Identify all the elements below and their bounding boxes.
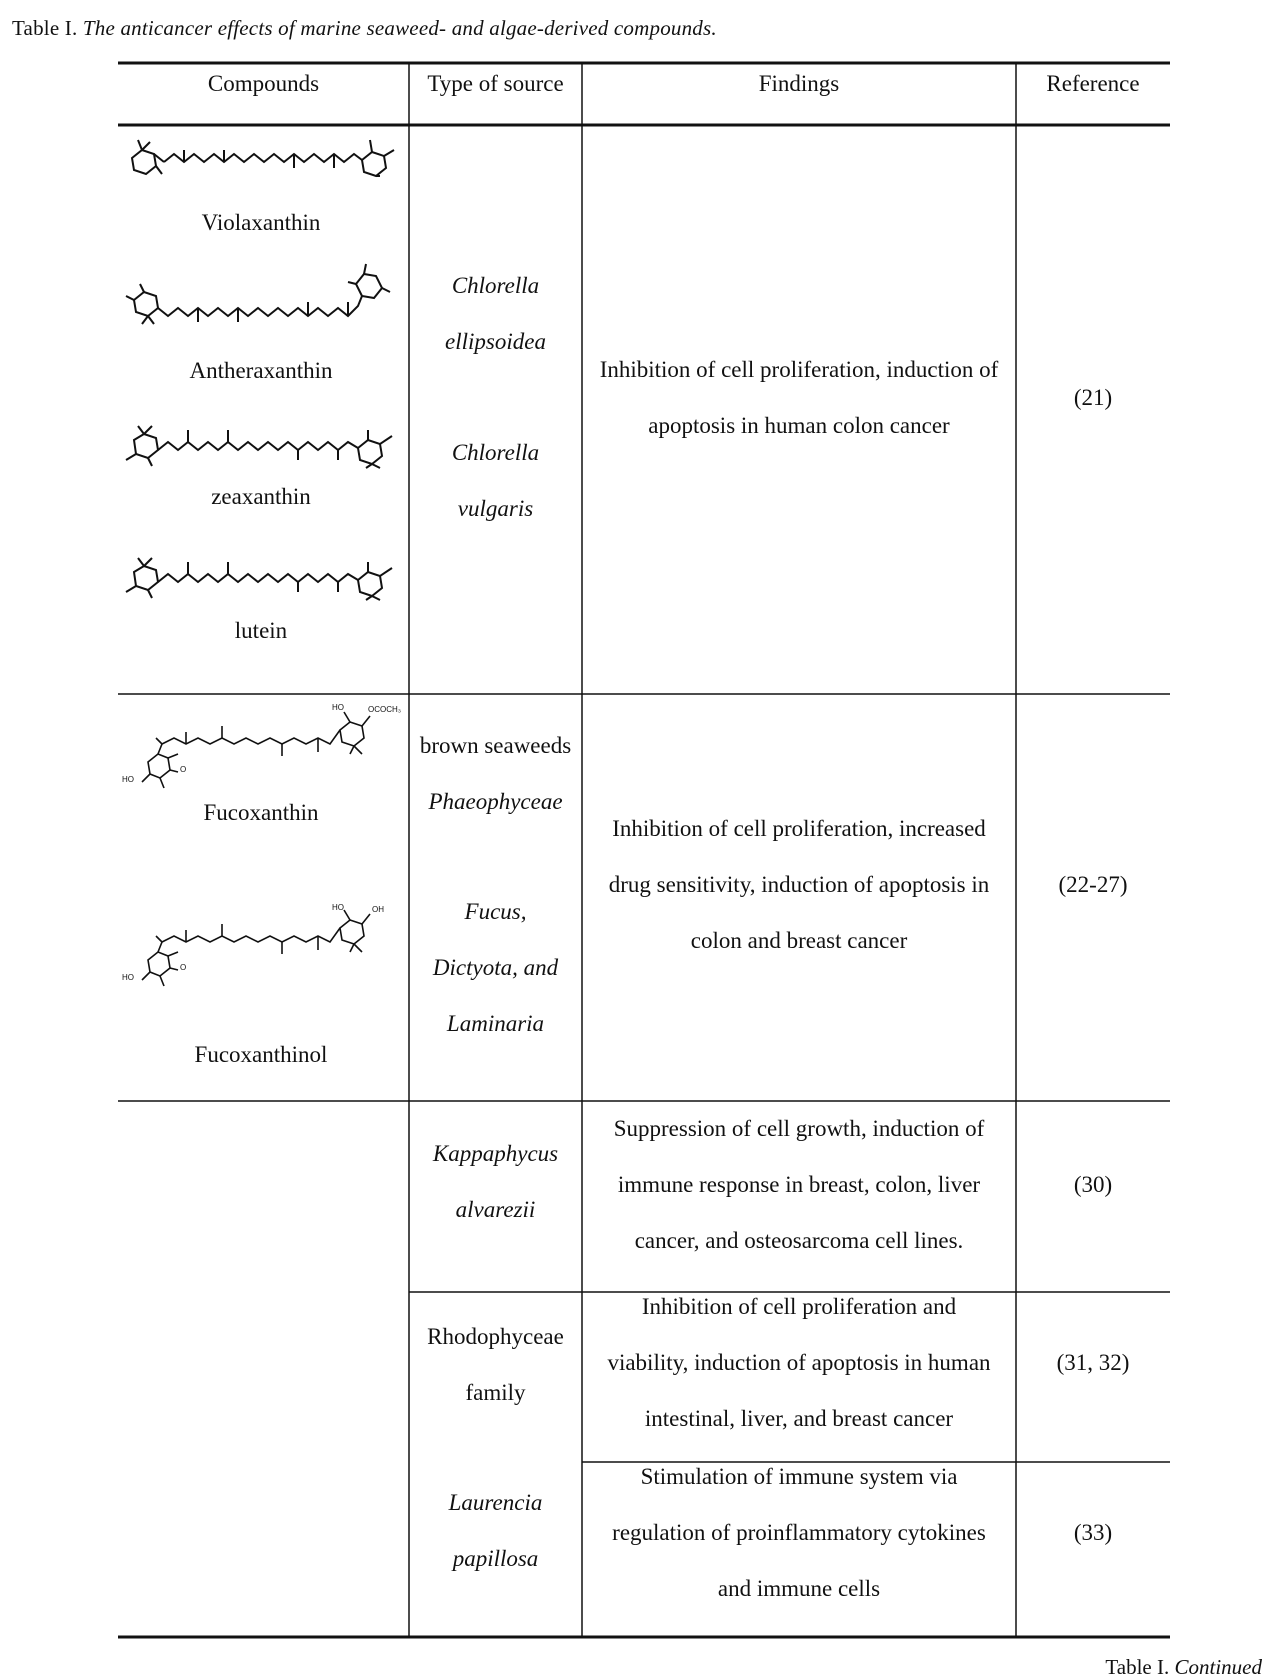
header-findings: Findings [758, 71, 840, 96]
reference-group1: (21) [1073, 385, 1113, 410]
findings-line: Suppression of cell growth, induction of [613, 1116, 985, 1141]
findings-line: cancer, and osteosarcoma cell lines. [634, 1228, 964, 1253]
compound-antheraxanthin: Antheraxanthin [189, 358, 333, 383]
source-line: family [465, 1380, 526, 1405]
reference-group3: (30) [1073, 1172, 1113, 1197]
source-chlorella-vulgaris [409, 425, 582, 537]
source-chlorella-ellipsoidea [409, 258, 582, 370]
findings-line: regulation of proinflammatory cytokines [612, 1520, 986, 1545]
source-line: Fucus, [464, 899, 527, 924]
source-line: alvarezii [455, 1197, 536, 1222]
source-laurencia-papillosa [409, 1475, 582, 1587]
footer-prefix: Table I. [1105, 1655, 1170, 1679]
lutein-structure [118, 552, 404, 602]
source-line: Chlorella [451, 273, 540, 298]
fucol-label-ho-bottom: HO [122, 973, 134, 982]
caption-prefix: Table I. [12, 16, 78, 40]
compound-fucoxanthin: Fucoxanthin [203, 800, 319, 825]
findings-line: apoptosis in human colon cancer [648, 413, 950, 438]
findings-line: drug sensitivity, induction of apoptosis in [608, 872, 990, 897]
findings-group3 [582, 1101, 1016, 1269]
source-rhodophyceae-family [409, 1309, 582, 1421]
reference-group5: (33) [1073, 1520, 1113, 1545]
compound-violaxanthin: Violaxanthin [201, 210, 321, 235]
source-fucus-dictyota-laminaria [409, 884, 582, 1052]
fucoxanthin-structure [118, 700, 404, 800]
compound-fucoxanthinol: Fucoxanthinol [194, 1042, 328, 1067]
zeaxanthin-structure [118, 420, 404, 470]
fucol-label-oh: OH [372, 905, 384, 914]
antheraxanthin-structure [118, 262, 404, 342]
source-line: papillosa [452, 1546, 539, 1571]
fucoxanthinol-structure [118, 898, 404, 998]
findings-line: Inhibition of cell proliferation, increased [612, 816, 986, 841]
source-line: Chlorella [451, 440, 540, 465]
findings-line: Inhibition of cell proliferation and [641, 1294, 957, 1319]
source-line: ellipsoidea [445, 329, 546, 354]
source-line: Rhodophyceae [427, 1324, 564, 1349]
source-brown-seaweeds [409, 718, 582, 830]
header-reference: Reference [1046, 71, 1140, 96]
findings-group5 [582, 1449, 1016, 1617]
findings-line: immune response in breast, colon, liver [617, 1172, 981, 1197]
findings-group2 [582, 801, 1016, 969]
table-continued-note [1105, 1655, 1262, 1680]
compound-zeaxanthin: zeaxanthin [211, 484, 311, 509]
fucol-label-ho: HO [332, 903, 344, 912]
compound-lutein: lutein [234, 618, 288, 643]
findings-group4 [582, 1279, 1016, 1447]
findings-line: Stimulation of immune system via [640, 1464, 958, 1489]
header-compounds: Compounds [207, 71, 320, 96]
source-line: Kappaphycus [432, 1141, 559, 1166]
caption-title: The anticancer effects of marine seaweed- and algae-derived compounds. [82, 16, 717, 40]
findings-group1 [582, 342, 1016, 454]
header-type-of-source: Type of source [427, 71, 564, 96]
footer-suffix: Continued [1174, 1655, 1262, 1679]
source-line: Phaeophyceae [428, 789, 563, 814]
findings-line: Inhibition of cell proliferation, induction of [599, 357, 999, 382]
source-line: Laminaria [446, 1011, 545, 1036]
violaxanthin-structure [118, 128, 404, 178]
findings-line: and immune cells [717, 1576, 881, 1601]
fuco-label-ho: HO [332, 703, 344, 712]
fuco-label-o: O [180, 765, 187, 774]
findings-line: intestinal, liver, and breast cancer [644, 1406, 954, 1431]
source-line: Laurencia [448, 1490, 543, 1515]
findings-line: colon and breast cancer [690, 928, 908, 953]
fuco-label-ococh3: OCOCH₃ [368, 705, 402, 714]
source-kappaphycus-alvarezii [409, 1126, 582, 1238]
source-line: brown seaweeds [419, 733, 572, 758]
source-line: vulgaris [457, 496, 534, 521]
findings-line: viability, induction of apoptosis in human [607, 1350, 991, 1375]
fucol-label-o: O [180, 963, 187, 972]
source-line: Dictyota, and [432, 955, 559, 980]
reference-group4: (31, 32) [1056, 1350, 1130, 1375]
reference-group2: (22-27) [1058, 872, 1128, 897]
fuco-label-ho-bottom: HO [122, 775, 134, 784]
